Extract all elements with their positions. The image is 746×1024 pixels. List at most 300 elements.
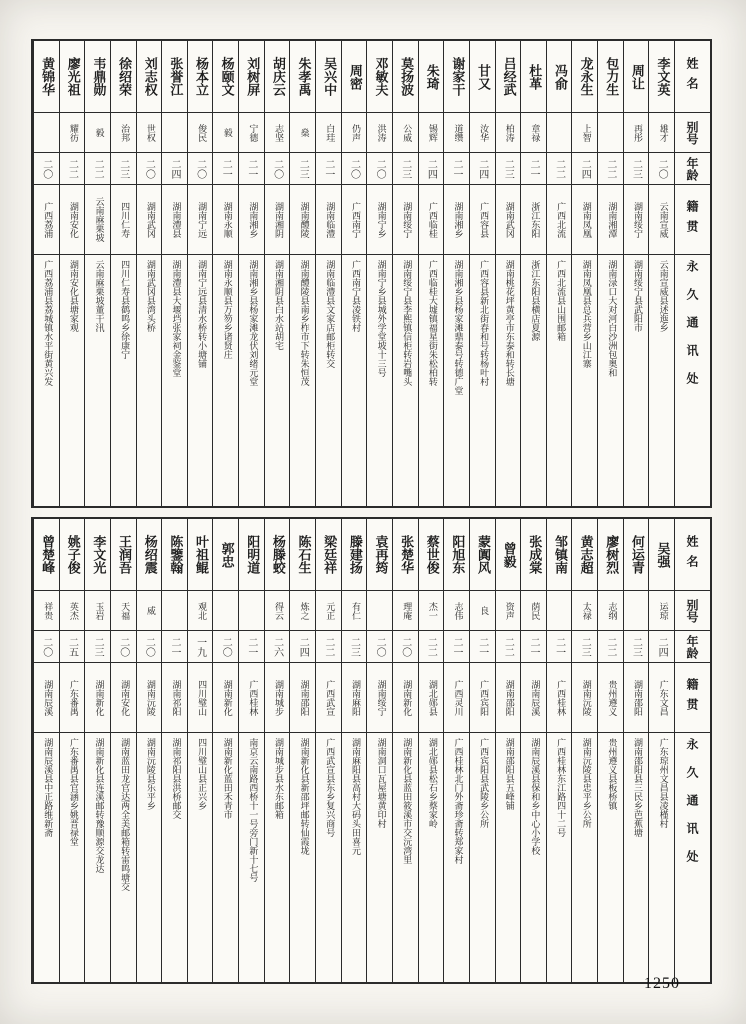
address-cell: 湖南绥宁县李熙镇信柜转岩嘴头 bbox=[401, 260, 412, 386]
native-place-cell: 广西武宣 bbox=[316, 663, 341, 733]
header-age: 年龄 bbox=[675, 631, 710, 663]
address-cell: 湖南湘阴县白水站胡宅 bbox=[273, 260, 284, 350]
name-cell: 郭忠 bbox=[213, 519, 238, 591]
name-cell: 滕建扬 bbox=[342, 519, 367, 591]
address-cell: 湖南凤凰县总兵营乡山江寨 bbox=[580, 260, 591, 368]
name-cell: 曾楚峰 bbox=[34, 519, 59, 591]
age-cell: 二四 bbox=[419, 153, 444, 185]
native-place-cell: 湖南安化 bbox=[111, 663, 136, 733]
header-native: 籍贯 bbox=[675, 185, 710, 255]
address-cell: 云南宣威县述迤乡 bbox=[657, 260, 668, 332]
person-column bbox=[341, 519, 367, 982]
native-place-cell: 湖南绥宁 bbox=[367, 663, 392, 733]
age-cell: 二四 bbox=[572, 153, 597, 185]
alias-cell: 祥贵 bbox=[34, 591, 59, 631]
name-cell: 蔡世俊 bbox=[419, 519, 444, 591]
person-column bbox=[315, 519, 341, 982]
native-place-cell: 云南宣威 bbox=[649, 185, 674, 255]
person-column bbox=[597, 519, 623, 982]
person-column bbox=[597, 41, 623, 506]
address-cell: 湖南洞口瓦屋塘黄印村 bbox=[375, 738, 386, 828]
alias-cell: 白珪 bbox=[316, 113, 341, 153]
address-cell: 广西容县新北街春和号转杨叶村 bbox=[478, 260, 489, 386]
name-cell: 包力生 bbox=[598, 41, 623, 113]
native-place-cell: 湖南邵阳 bbox=[496, 663, 521, 733]
alias-cell: 道缵 bbox=[444, 113, 469, 153]
age-cell: 二〇 bbox=[111, 631, 136, 663]
age-cell: 二一 bbox=[470, 631, 495, 663]
person-column bbox=[418, 519, 444, 982]
name-cell: 朱孝禹 bbox=[290, 41, 315, 113]
person-column bbox=[238, 519, 264, 982]
name-cell: 龙永生 bbox=[572, 41, 597, 113]
age-cell: 二二 bbox=[60, 153, 85, 185]
name-cell: 陈鑒翰 bbox=[162, 519, 187, 591]
age-cell: 二二 bbox=[547, 153, 572, 185]
header-address: 永久通讯处 bbox=[685, 260, 699, 400]
age-cell: 二一 bbox=[239, 153, 264, 185]
person-column bbox=[33, 519, 59, 982]
name-cell: 韦鼎勋 bbox=[85, 41, 110, 113]
native-place-cell: 湖北郧县 bbox=[419, 663, 444, 733]
native-place-cell: 湖南新化 bbox=[213, 663, 238, 733]
alias-cell: 雄才 bbox=[649, 113, 674, 153]
name-cell: 梁廷祥 bbox=[316, 519, 341, 591]
alias-cell: 荫民 bbox=[521, 591, 546, 631]
age-cell: 二三 bbox=[342, 631, 367, 663]
age-cell: 二三 bbox=[572, 631, 597, 663]
alias-cell: 有仁 bbox=[342, 591, 367, 631]
age-cell: 二〇 bbox=[213, 631, 238, 663]
address-cell: 湖南宁乡县城外学堂坡十三号 bbox=[375, 260, 386, 377]
address-cell: 广西桂林北门外斋珍斋转郑家村 bbox=[452, 738, 463, 864]
age-cell: 二一 bbox=[162, 631, 187, 663]
address-cell: 广西临桂大墟镇福星街朱松柏转 bbox=[426, 260, 437, 386]
age-cell: 二〇 bbox=[342, 153, 367, 185]
address-cell: 湖南沅陵县乐平乡 bbox=[144, 738, 155, 810]
age-cell: 二〇 bbox=[649, 153, 674, 185]
alias-cell bbox=[598, 113, 623, 153]
person-column bbox=[571, 41, 597, 506]
name-cell: 阳旭东 bbox=[444, 519, 469, 591]
header-column bbox=[674, 519, 710, 982]
native-place-cell: 湖南沅陵 bbox=[572, 663, 597, 733]
alias-cell: 志纲 bbox=[598, 591, 623, 631]
alias-cell: 锡辉 bbox=[419, 113, 444, 153]
person-column bbox=[187, 41, 213, 506]
native-place-cell: 广东番禺 bbox=[60, 663, 85, 733]
alias-cell: 志伟 bbox=[444, 591, 469, 631]
age-cell: 二六 bbox=[265, 631, 290, 663]
person-column bbox=[366, 41, 392, 506]
name-cell: 胡庆云 bbox=[265, 41, 290, 113]
address-cell: 湖南湘乡县杨家滩龙伏刘绪元堂 bbox=[247, 260, 258, 386]
person-column bbox=[520, 41, 546, 506]
native-place-cell: 广东文昌 bbox=[649, 663, 674, 733]
name-cell: 黄志超 bbox=[572, 519, 597, 591]
header-name: 姓名 bbox=[675, 41, 710, 113]
name-cell: 吕经武 bbox=[496, 41, 521, 113]
age-cell: 二三 bbox=[290, 153, 315, 185]
alias-cell: 仍声 bbox=[342, 113, 367, 153]
name-cell: 吴兴中 bbox=[316, 41, 341, 113]
header-native: 籍贯 bbox=[675, 663, 710, 733]
name-cell: 张誉江 bbox=[162, 41, 187, 113]
alias-cell: 炼之 bbox=[290, 591, 315, 631]
person-column bbox=[161, 519, 187, 982]
person-column bbox=[520, 519, 546, 982]
person-column bbox=[495, 41, 521, 506]
native-place-cell: 广西容县 bbox=[470, 185, 495, 255]
age-cell: 二二 bbox=[316, 631, 341, 663]
age-cell: 二二 bbox=[598, 153, 623, 185]
alias-cell: 汝华 bbox=[470, 113, 495, 153]
native-place-cell: 湖南绥宁 bbox=[393, 185, 418, 255]
alias-cell: 耀彷 bbox=[60, 113, 85, 153]
age-cell: 二二 bbox=[598, 631, 623, 663]
age-cell: 二四 bbox=[290, 631, 315, 663]
age-cell: 二〇 bbox=[265, 153, 290, 185]
alias-cell: 燊 bbox=[290, 113, 315, 153]
person-column bbox=[238, 41, 264, 506]
header-alias: 别号 bbox=[675, 591, 710, 631]
native-place-cell: 湖南永顺 bbox=[213, 185, 238, 255]
address-cell: 湖南新化县连溪邮转豫顺源交龙达 bbox=[93, 738, 104, 873]
alias-cell bbox=[547, 591, 572, 631]
age-cell: 二一 bbox=[444, 153, 469, 185]
name-cell: 张楚华 bbox=[393, 519, 418, 591]
age-cell: 二一 bbox=[521, 153, 546, 185]
name-cell: 杨颐文 bbox=[213, 41, 238, 113]
person-column bbox=[212, 519, 238, 982]
name-cell: 朱琦 bbox=[419, 41, 444, 113]
header-age: 年龄 bbox=[675, 153, 710, 185]
name-cell: 黄锦华 bbox=[34, 41, 59, 113]
alias-cell bbox=[213, 591, 238, 631]
name-cell: 廖光祖 bbox=[60, 41, 85, 113]
native-place-cell: 湖南湘乡 bbox=[444, 185, 469, 255]
address-cell: 湖南新化县蓝田筱溪市交沅湾里 bbox=[401, 738, 412, 864]
alias-cell: 世权 bbox=[137, 113, 162, 153]
alias-cell: 章禄 bbox=[521, 113, 546, 153]
alias-cell bbox=[547, 113, 572, 153]
alias-cell: 洪涛 bbox=[367, 113, 392, 153]
address-cell: 湖南祁阳县洪桥邮交 bbox=[170, 738, 181, 819]
native-place-cell: 湖南凤凰 bbox=[572, 185, 597, 255]
native-place-cell: 湖南新化 bbox=[85, 663, 110, 733]
person-column bbox=[648, 519, 674, 982]
address-cell: 广东番禺县官涵乡姚晋禄堂 bbox=[67, 738, 78, 846]
age-cell: 二〇 bbox=[34, 631, 59, 663]
person-column bbox=[546, 519, 572, 982]
address-cell: 四川仁寿县鹤鸣乡徐康宁 bbox=[119, 260, 130, 359]
name-cell: 叶祖鲲 bbox=[188, 519, 213, 591]
native-place-cell: 四川璧山 bbox=[188, 663, 213, 733]
age-cell: 二四 bbox=[470, 153, 495, 185]
address-cell: 广西南宁县凌铁村 bbox=[349, 260, 360, 332]
alias-cell: 英杰 bbox=[60, 591, 85, 631]
address-cell: 湖南沅陵县忠平乡公所 bbox=[580, 738, 591, 828]
page-number: 1250 bbox=[644, 975, 680, 992]
alias-cell: 上智 bbox=[572, 113, 597, 153]
native-place-cell: 湖南辰溪 bbox=[34, 663, 59, 733]
address-cell: 广东琼州文昌县凌槿村 bbox=[657, 738, 668, 828]
native-place-cell: 湖南醴陵 bbox=[290, 185, 315, 255]
alias-cell: 俊民 bbox=[188, 113, 213, 153]
name-cell: 阳明道 bbox=[239, 519, 264, 591]
person-column bbox=[495, 519, 521, 982]
person-column bbox=[59, 519, 85, 982]
person-column bbox=[136, 41, 162, 506]
alias-cell: 宁德 bbox=[239, 113, 264, 153]
native-place-cell: 湖南宁远 bbox=[188, 185, 213, 255]
native-place-cell: 湖南绥宁 bbox=[624, 185, 649, 255]
header-column bbox=[674, 41, 710, 506]
age-cell: 二〇 bbox=[34, 153, 59, 185]
person-column bbox=[212, 41, 238, 506]
alias-cell: 理庵 bbox=[393, 591, 418, 631]
name-cell: 邓敏夫 bbox=[367, 41, 392, 113]
native-place-cell: 广西荔浦 bbox=[34, 185, 59, 255]
address-cell: 云南麻栗坡董干汛 bbox=[93, 260, 104, 332]
age-cell: 二〇 bbox=[393, 631, 418, 663]
age-cell: 二一 bbox=[213, 153, 238, 185]
name-cell: 王润吾 bbox=[111, 519, 136, 591]
person-column bbox=[161, 41, 187, 506]
person-column bbox=[546, 41, 572, 506]
directory-table-top bbox=[31, 39, 712, 508]
native-place-cell: 湖南武冈 bbox=[496, 185, 521, 255]
native-place-cell: 湖南麻阳 bbox=[342, 663, 367, 733]
address-cell: 湖南邵阳县三民乡芭蕉塘 bbox=[631, 738, 642, 837]
native-place-cell: 四川仁寿 bbox=[111, 185, 136, 255]
person-column bbox=[315, 41, 341, 506]
name-cell: 杨绍震 bbox=[137, 519, 162, 591]
alias-cell: 柏涛 bbox=[496, 113, 521, 153]
native-place-cell: 广西灵川 bbox=[444, 663, 469, 733]
alias-cell: 威 bbox=[137, 591, 162, 631]
name-cell: 李文英 bbox=[649, 41, 674, 113]
native-place-cell: 湖南邵阳 bbox=[624, 663, 649, 733]
address-cell: 湖北郧县松石乡蔡家岭 bbox=[426, 738, 437, 828]
name-cell: 周让 bbox=[624, 41, 649, 113]
alias-cell bbox=[162, 113, 187, 153]
alias-cell bbox=[367, 591, 392, 631]
age-cell: 二〇 bbox=[367, 153, 392, 185]
name-cell: 何运青 bbox=[624, 519, 649, 591]
address-cell: 湖南新化县新邵坪邮转仙霞垅 bbox=[298, 738, 309, 855]
age-cell: 二二 bbox=[419, 631, 444, 663]
person-column bbox=[264, 41, 290, 506]
name-cell: 张成棠 bbox=[521, 519, 546, 591]
native-place-cell: 湖南澧县 bbox=[162, 185, 187, 255]
address-cell: 湖南安化县塘家观 bbox=[67, 260, 78, 332]
native-place-cell: 湖南武冈 bbox=[137, 185, 162, 255]
address-cell: 广西荔浦县荔城镇水平街黄兴发 bbox=[42, 260, 53, 386]
person-column bbox=[110, 41, 136, 506]
name-cell: 邹镇南 bbox=[547, 519, 572, 591]
header-alias: 别号 bbox=[675, 113, 710, 153]
age-cell: 二一 bbox=[547, 631, 572, 663]
address-cell: 湖南辰溪县保和乡中心小学校 bbox=[529, 738, 540, 855]
address-cell: 湖南宁远县清水桥转小塘铺 bbox=[196, 260, 207, 368]
native-place-cell: 广西桂林 bbox=[547, 663, 572, 733]
native-place-cell: 湖南临澧 bbox=[316, 185, 341, 255]
address-cell: 广西宾阳县武陵乡公所 bbox=[478, 738, 489, 828]
address-cell: 广西北流县山围邮箱 bbox=[555, 260, 566, 341]
name-cell: 徐绍荣 bbox=[111, 41, 136, 113]
alias-cell: 天福 bbox=[111, 591, 136, 631]
address-cell: 浙江东阳县横店夏源 bbox=[529, 260, 540, 341]
alias-cell: 公威 bbox=[393, 113, 418, 153]
alias-cell: 毅 bbox=[85, 113, 110, 153]
address-cell: 湖南渌口大对河白沙洲包奥和 bbox=[606, 260, 617, 377]
age-cell: 一九 bbox=[188, 631, 213, 663]
address-cell: 南京云南路西桥十一号旁门新十七号 bbox=[247, 738, 258, 882]
name-cell: 李文光 bbox=[85, 519, 110, 591]
native-place-cell: 湖南沅陵 bbox=[137, 663, 162, 733]
name-cell: 廖树烈 bbox=[598, 519, 623, 591]
alias-cell: 治邦 bbox=[111, 113, 136, 153]
address-cell: 湖南麻阳县高村大码头田喜元 bbox=[349, 738, 360, 855]
name-cell: 谢家干 bbox=[444, 41, 469, 113]
name-cell: 莫扬波 bbox=[393, 41, 418, 113]
age-cell: 二五 bbox=[60, 631, 85, 663]
person-column bbox=[341, 41, 367, 506]
address-cell: 湖南永顺县万笏乡诸贤庄 bbox=[221, 260, 232, 359]
age-cell: 二〇 bbox=[137, 631, 162, 663]
age-cell: 二二 bbox=[496, 631, 521, 663]
name-cell: 刘树屏 bbox=[239, 41, 264, 113]
address-cell: 湖南湘乡县杨家滩鼎泰号转德广堂 bbox=[452, 260, 463, 395]
address-cell: 湖南城步县水东邮箱 bbox=[273, 738, 284, 819]
alias-cell: 毅 bbox=[213, 113, 238, 153]
age-cell: 二三 bbox=[624, 631, 649, 663]
person-column bbox=[418, 41, 444, 506]
alias-cell bbox=[162, 591, 187, 631]
alias-cell bbox=[34, 113, 59, 153]
person-column bbox=[443, 519, 469, 982]
person-column bbox=[59, 41, 85, 506]
alias-cell: 元正 bbox=[316, 591, 341, 631]
person-column bbox=[264, 519, 290, 982]
alias-cell: 资声 bbox=[496, 591, 521, 631]
alias-cell: 志坚 bbox=[265, 113, 290, 153]
address-cell: 湖南邵阳县五峰铺 bbox=[503, 738, 514, 810]
person-column bbox=[136, 519, 162, 982]
name-cell: 杜革 bbox=[521, 41, 546, 113]
person-column bbox=[571, 519, 597, 982]
person-column bbox=[623, 519, 649, 982]
address-cell: 广西武宣县东乡复兴商号 bbox=[324, 738, 335, 837]
native-place-cell: 湖南安化 bbox=[60, 185, 85, 255]
name-cell: 刘志权 bbox=[137, 41, 162, 113]
person-column bbox=[648, 41, 674, 506]
alias-cell bbox=[239, 591, 264, 631]
alias-cell: 玉岩 bbox=[85, 591, 110, 631]
age-cell: 二〇 bbox=[188, 153, 213, 185]
age-cell: 二四 bbox=[649, 631, 674, 663]
age-cell: 二〇 bbox=[137, 153, 162, 185]
age-cell: 二二 bbox=[85, 153, 110, 185]
age-cell: 二三 bbox=[496, 153, 521, 185]
age-cell: 二三 bbox=[85, 631, 110, 663]
alias-cell: 运琼 bbox=[649, 591, 674, 631]
name-cell: 冯俞 bbox=[547, 41, 572, 113]
person-column bbox=[469, 519, 495, 982]
address-cell: 湖南临澧县文家店邮柜转交 bbox=[324, 260, 335, 368]
person-column bbox=[187, 519, 213, 982]
header-name: 姓名 bbox=[675, 519, 710, 591]
age-cell: 二一 bbox=[316, 153, 341, 185]
name-cell: 姚子俊 bbox=[60, 519, 85, 591]
address-cell: 湖南新化蓝田禾青市 bbox=[221, 738, 232, 819]
name-cell: 陈石生 bbox=[290, 519, 315, 591]
native-place-cell: 湖南城步 bbox=[265, 663, 290, 733]
alias-cell: 太禄 bbox=[572, 591, 597, 631]
person-column bbox=[84, 41, 110, 506]
native-place-cell: 湖南湘阴 bbox=[265, 185, 290, 255]
native-place-cell: 贵州遵义 bbox=[598, 663, 623, 733]
native-place-cell: 云南麻栗坡 bbox=[85, 185, 110, 255]
native-place-cell: 湖南新化 bbox=[393, 663, 418, 733]
alias-cell: 观北 bbox=[188, 591, 213, 631]
person-column bbox=[392, 519, 418, 982]
address-cell: 湖南蓝田龙官达两全美邮箱转雷鸣塘交 bbox=[119, 738, 130, 891]
person-column bbox=[84, 519, 110, 982]
native-place-cell: 广西临桂 bbox=[419, 185, 444, 255]
name-cell: 杨滕蛟 bbox=[265, 519, 290, 591]
native-place-cell: 浙江东阳 bbox=[521, 185, 546, 255]
age-cell: 二一 bbox=[444, 631, 469, 663]
age-cell: 二四 bbox=[162, 153, 187, 185]
person-column bbox=[366, 519, 392, 982]
person-column bbox=[623, 41, 649, 506]
address-cell: 湖南桃花坪黄亭市东泰和转长塘 bbox=[503, 260, 514, 386]
native-place-cell: 广西桂林 bbox=[239, 663, 264, 733]
native-place-cell: 湖南邵阳 bbox=[290, 663, 315, 733]
address-cell: 湖南澧县大堰垱张家祠金鉴堂 bbox=[170, 260, 181, 377]
name-cell: 周密 bbox=[342, 41, 367, 113]
name-cell: 甘又 bbox=[470, 41, 495, 113]
address-cell: 贵州遵义县板桥镇 bbox=[606, 738, 617, 810]
address-cell: 四川璧山县正兴乡 bbox=[196, 738, 207, 810]
directory-table-bottom bbox=[31, 517, 712, 984]
person-column bbox=[289, 519, 315, 982]
age-cell: 二三 bbox=[624, 153, 649, 185]
address-cell: 湖南醴陵县南乡柞市下转朱恒茂 bbox=[298, 260, 309, 386]
name-cell: 袁再筠 bbox=[367, 519, 392, 591]
name-cell: 吴强 bbox=[649, 519, 674, 591]
age-cell: 二一 bbox=[521, 631, 546, 663]
person-column bbox=[469, 41, 495, 506]
person-column bbox=[443, 41, 469, 506]
name-cell: 蒙阗风 bbox=[470, 519, 495, 591]
native-place-cell: 广西北流 bbox=[547, 185, 572, 255]
native-place-cell: 湖南宁乡 bbox=[367, 185, 392, 255]
address-cell: 广西桂林东江路四十二号 bbox=[555, 738, 566, 837]
native-place-cell: 湖南湘乡 bbox=[239, 185, 264, 255]
alias-cell: 再彤 bbox=[624, 113, 649, 153]
age-cell: 二〇 bbox=[367, 631, 392, 663]
native-place-cell: 湖南辰溪 bbox=[521, 663, 546, 733]
person-column bbox=[33, 41, 59, 506]
alias-cell: 得云 bbox=[265, 591, 290, 631]
person-column bbox=[392, 41, 418, 506]
age-cell: 二一 bbox=[239, 631, 264, 663]
native-place-cell: 广西宾阳 bbox=[470, 663, 495, 733]
alias-cell bbox=[624, 591, 649, 631]
